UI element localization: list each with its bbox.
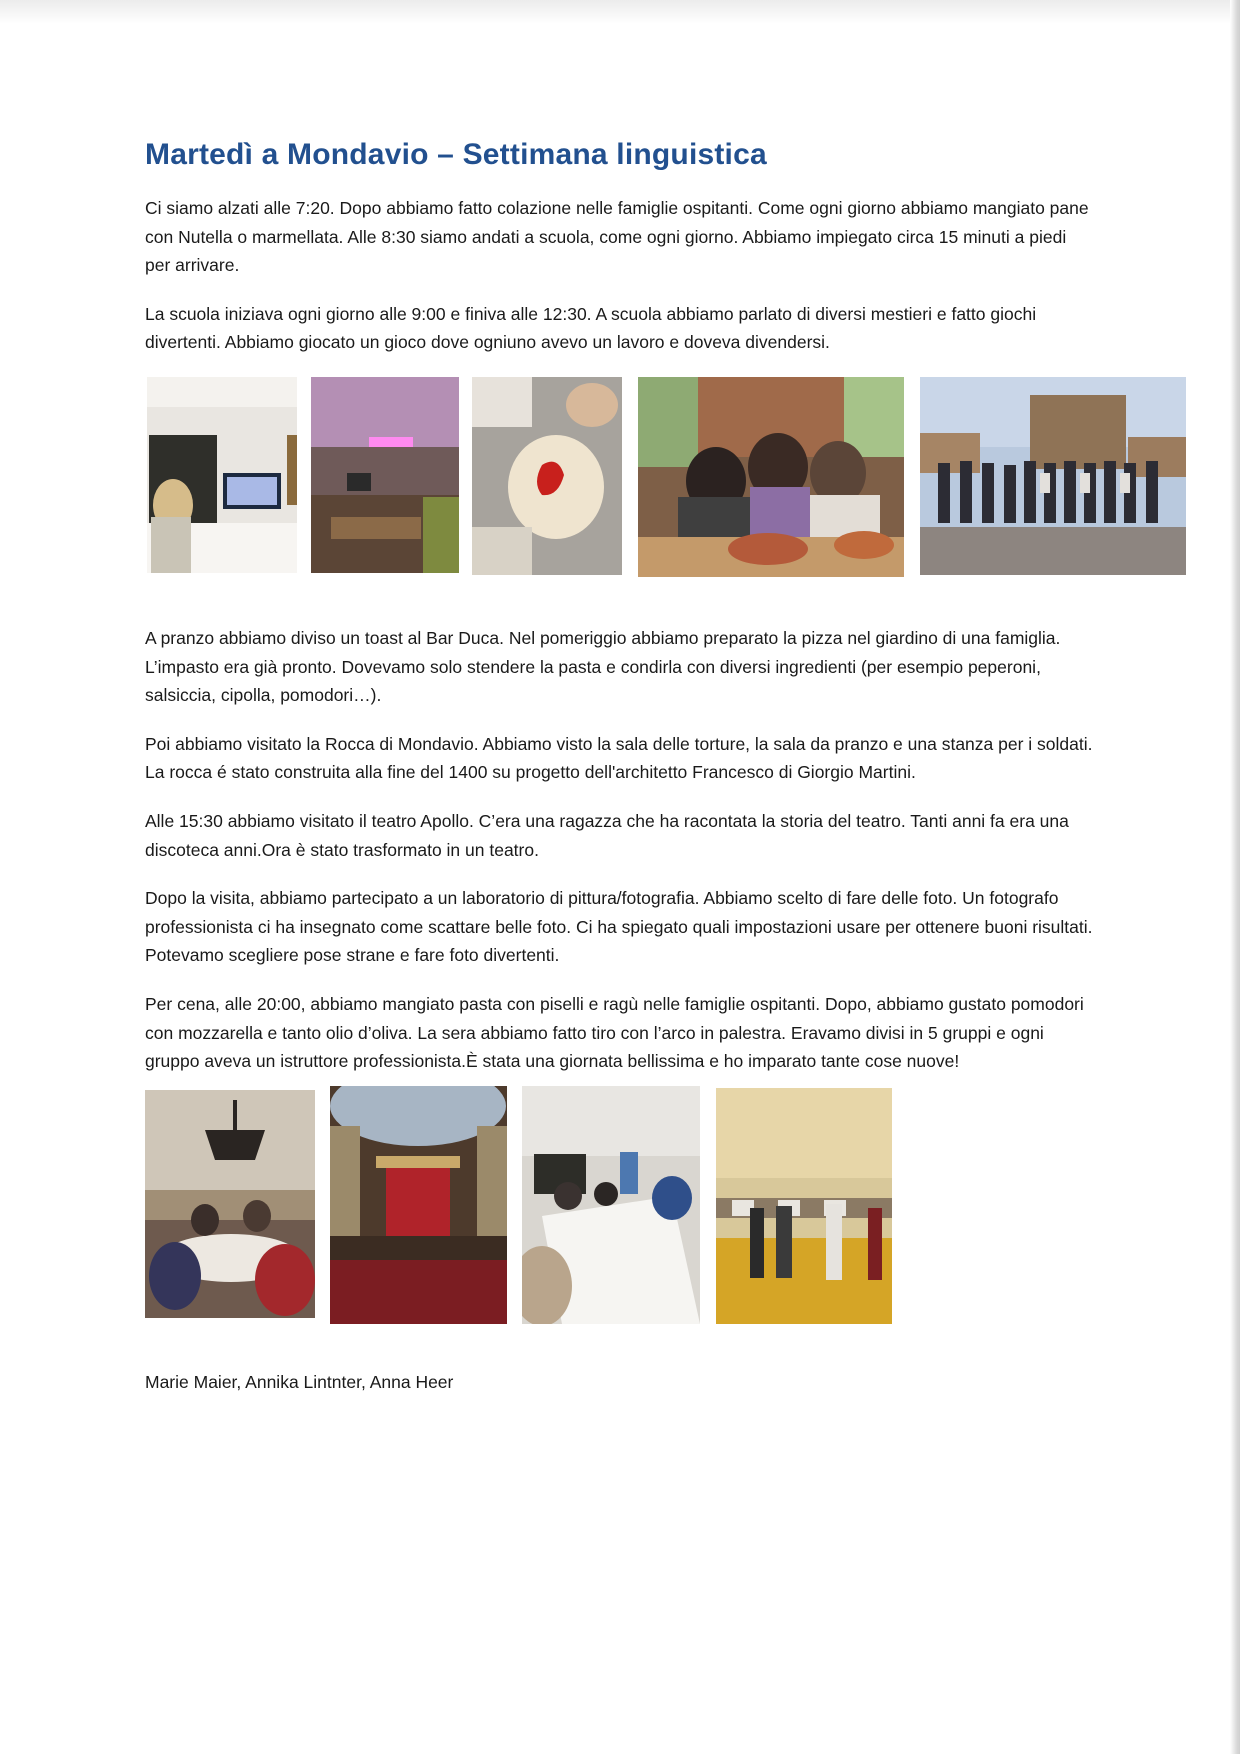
photo-row-morning	[145, 377, 1095, 582]
photo-school-hall	[311, 377, 459, 573]
photo-pizza-lunch	[638, 377, 904, 577]
article-title: Martedì a Mondavio – Settimana linguistica	[145, 138, 767, 171]
page-right-edge	[1230, 0, 1240, 1754]
photo-group-rocca	[920, 377, 1186, 575]
photo-row-evening	[145, 1086, 1095, 1326]
paragraph-lunch: A pranzo abbiamo diviso un toast al Bar Duca. Nel pomeriggio abbiamo preparato la pizza nel giardino di una famiglia. L’impasto era già pronto. Dovevamo solo stendere la pasta e condirla con diversi ingredienti (per esempio peperoni, salsiccia, cipolla, pomodori…).	[145, 627, 1061, 706]
paragraph-workshop: Dopo la visita, abbiamo partecipato a un laboratorio di pittura/fotografia. Abbiamo scelto di fare delle foto. Un fotografo professionista ci ha insegnato come scattare belle foto. Ci ha spiegato quali impostazioni usare per ottenere buoni risultati. Potevamo scegliere pose strane e fare foto divertenti.	[145, 888, 1093, 966]
paragraph-morning: Ci siamo alzati alle 7:20. Dopo abbiamo fatto colazione nelle famiglie ospitanti. Come ogni giorno abbiamo mangiato pane con Nutella o marmellata. Alle 8:30 siamo andati a scuola, come ogni giorno. Abbiamo impiegato circa 15 minuti a piedi per arrivare.	[145, 198, 1089, 276]
photo-photo-workshop	[522, 1086, 700, 1324]
page-top-shadow	[0, 0, 1240, 24]
authors: Marie Maier, Annika Lintnter, Anna Heer	[145, 1371, 454, 1392]
article	[145, 138, 1095, 1396]
paragraph-theatre: Alle 15:30 abbiamo visitato il teatro Apollo. C’era una ragazza che ha racontata la storia del teatro. Tanti anni fa era una discoteca anni.Ora è stato trasformato in un teatro.	[145, 810, 1069, 860]
paragraph-school: La scuola iniziava ogni giorno alle 9:00 e finiva alle 12:30. A scuola abbiamo parlato di diversi mestieri e fatto giochi divertenti. Abbiamo giocato un gioco dove ogniuno avevo un lavoro e doveva divendersi.	[145, 303, 1037, 353]
paragraph-rocca: Poi abbiamo visitato la Rocca di Mondavio. Abbiamo visto la sala delle torture, la sala da pranzo e una stanza per i soldati. La rocca é stato construita alla fine del 1400 su progetto dell'architetto Francesco di Giorgio Martini.	[145, 733, 1093, 783]
paragraph-evening: Per cena, alle 20:00, abbiamo mangiato pasta con piselli e ragù nelle famiglie ospitanti. Dopo, abbiamo gustato pomodori con mozzarella e tanto olio d’oliva. La sera abbiamo fatto tiro con l’arco in palestra. Eravamo divisi in 5 gruppi e ogni gruppo aveva un istruttore professionista.È stata una giornata bellissima e ho imparato tante cose nuove!	[145, 993, 1084, 1072]
photo-pizza-dough	[472, 377, 622, 575]
photo-classroom	[147, 377, 297, 573]
photo-dinner-hall	[145, 1090, 315, 1318]
photo-archery-gym	[716, 1088, 892, 1324]
photo-theatre-apollo	[330, 1086, 507, 1324]
